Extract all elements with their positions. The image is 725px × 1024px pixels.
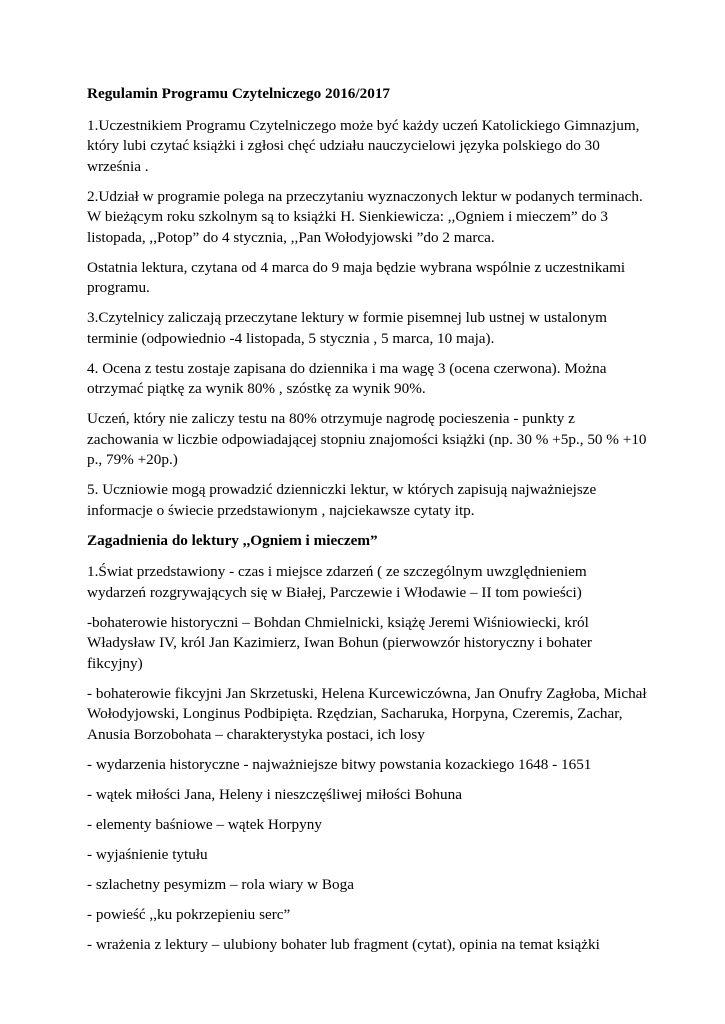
rule-1: 1.Uczestnikiem Programu Czytelniczego może być każdy uczeń Katolickiego Gimnazjum, który lubi czytać książki i zgłosi chęć udziału nauczycielowi języka polskiego do 30 września .	[87, 116, 640, 175]
rule-5: 5. Uczniowie mogą prowadzić dzienniczki lektur, w których zapisują najważniejsze informacje o świecie przedstawionym , najciekawsze cytaty itp.	[87, 481, 597, 519]
rule-4-note: Uczeń, który nie zaliczy testu na 80% otrzymuje nagrodę pocieszenia - punkty z zachowania w liczbie odpowiadającej stopniu znajomości książki (np. 30 % +5p., 50 % +10 p., 79% +20p.)	[87, 410, 647, 468]
topic-item: - elementy baśniowe – wątek Horpyny	[87, 815, 322, 833]
topic-item: - wyjaśnienie tytułu	[87, 845, 208, 863]
document-title: Regulamin Programu Czytelniczego 2016/2017	[87, 85, 391, 102]
topic-item: -bohaterowie historyczni – Bohdan Chmielnicki, książę Jeremi Wiśniowiecki, król Władysław IV, król Jan Kazimierz, Iwan Bohun (pierwowzór historyczny i bohater fikcyjny)	[87, 613, 592, 672]
topic-item: - wrażenia z lektury – ulubiony bohater lub fragment (cytat), opinia na temat książki	[87, 935, 600, 953]
topic-item: - powieść ,,ku pokrzepieniu serc”	[87, 905, 291, 923]
rule-2: 2.Udział w programie polega na przeczytaniu wyznaczonych lektur w podanych terminach. W bieżącym roku szkolnym są to książki H. Sienkiewicza: ,,Ogniem i mieczem” do 3 listopada, ,,Potop” do 4 stycznia, ,,Pan Wołodyjowski ”do 2 marca.	[87, 187, 643, 246]
topic-item: - bohaterowie fikcyjni Jan Skrzetuski, Helena Kurcewiczówna, Jan Onufry Zagłoba, Michał Wołodyjowski, Longinus Podbipięta. Rzędzian, Sacharuka, Horpyna, Czeremis, Zachar, Anusia Borzobohata – charakterystyka postaci, ich losy	[87, 684, 647, 743]
rule-2-note: Ostatnia lektura, czytana od 4 marca do 9 maja będzie wybrana wspólnie z uczestnikami programu.	[87, 258, 626, 296]
topic-item: - szlachetny pesymizm – rola wiary w Boga	[87, 875, 354, 893]
topic-item: - wydarzenia historyczne - najważniejsze bitwy powstania kozackiego 1648 - 1651	[87, 755, 592, 773]
topic-item: - wątek miłości Jana, Heleny i nieszczęśliwej miłości Bohuna	[87, 785, 462, 803]
topic-item: 1.Świat przedstawiony - czas i miejsce zdarzeń ( ze szczególnym uwzględnieniem wydarzeń rozgrywających się w Białej, Parczewie i Włodawie – II tom powieści)	[87, 563, 587, 601]
document-content	[87, 84, 647, 965]
rule-4: 4. Ocena z testu zostaje zapisana do dziennika i ma wagę 3 (ocena czerwona). Można otrzymać piątkę za wynik 80% , szóstkę za wynik 90%.	[87, 359, 607, 397]
section-title: Zagadnienia do lektury ,,Ogniem i mieczem”	[87, 531, 378, 549]
rule-3: 3.Czytelnicy zaliczają przeczytane lektury w formie pisemnej lub ustnej w ustalonym terminie (odpowiednio -4 listopada, 5 stycznia , 5 marca, 10 maja).	[87, 309, 607, 347]
